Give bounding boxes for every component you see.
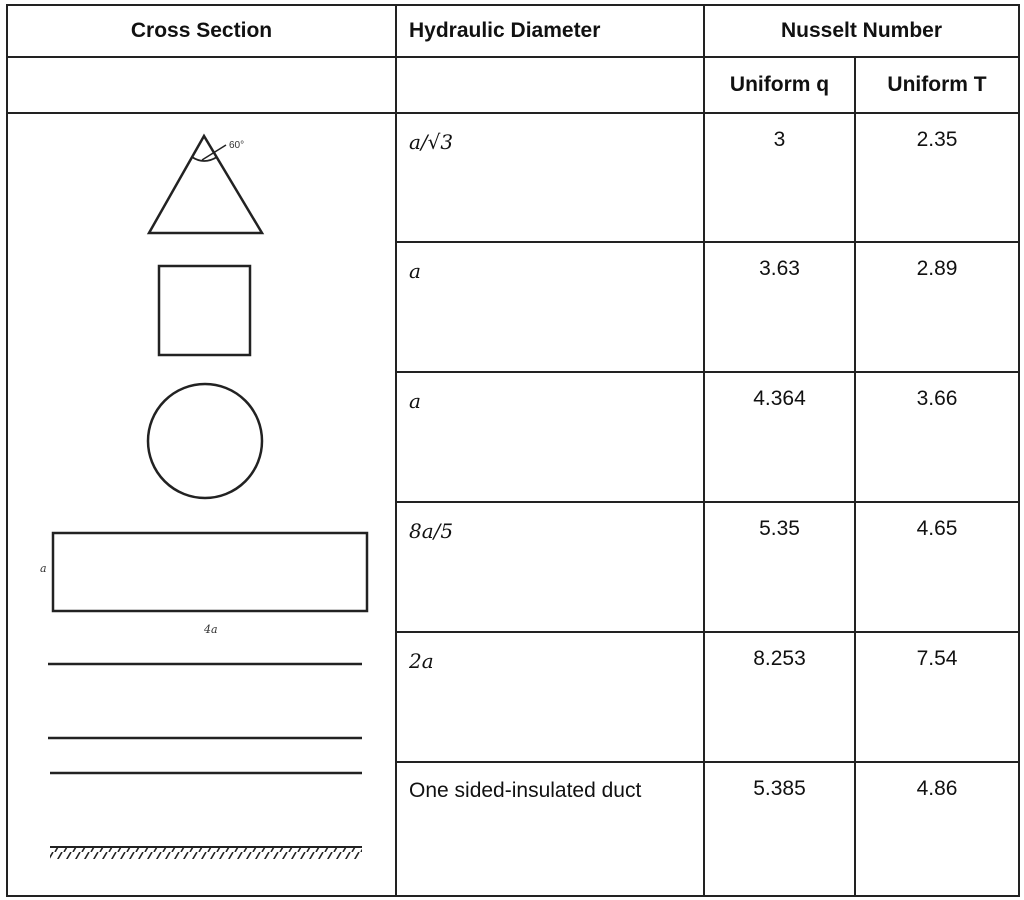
hydraulic-diameter-value: 8a/5 (409, 519, 454, 543)
hydraulic-diameter-value: a/√3 (409, 130, 454, 154)
header-uniform-t: Uniform T (887, 73, 987, 96)
hydraulic-diameter-value: 2a (409, 649, 434, 673)
nusselt-uniform-q-value: 5.385 (753, 777, 806, 800)
nusselt-uniform-t-value: 7.54 (916, 647, 958, 670)
parallel-plates-icon (48, 664, 362, 738)
nusselt-uniform-q-value: 4.364 (753, 387, 806, 410)
nusselt-uniform-t-value: 3.66 (916, 387, 958, 410)
triangle-icon (149, 136, 262, 233)
hydraulic-diameter-value: One sided-insulated duct (409, 779, 642, 802)
header-nusselt-number: Nusselt Number (780, 19, 943, 42)
rectangle-icon (53, 533, 367, 611)
header-hydraulic-diameter: Hydraulic Diameter (409, 19, 601, 42)
nusselt-uniform-q-value: 3.63 (759, 257, 800, 280)
header-cross-section: Cross Section (130, 19, 273, 42)
nusselt-uniform-q-value: 3 (773, 128, 786, 151)
shapes-column (0, 0, 395, 900)
angle-label: 60° (229, 140, 245, 151)
hydraulic-diameter-value: a (409, 259, 421, 283)
circle-icon (148, 384, 262, 498)
nusselt-uniform-q-value: 5.35 (759, 517, 800, 540)
nusselt-uniform-t-value: 4.65 (916, 517, 958, 540)
hydraulic-diameter-value: a (409, 389, 421, 413)
nusselt-uniform-t-value: 2.89 (916, 257, 958, 280)
nusselt-uniform-t-value: 2.35 (916, 128, 958, 151)
nusselt-uniform-t-value: 4.86 (916, 777, 958, 800)
insulation-hatch-icon (50, 847, 362, 859)
insulated-plates-icon (50, 773, 362, 847)
header-uniform-q: Uniform q (729, 73, 830, 96)
rect-side-label: a (40, 562, 47, 575)
nusselt-uniform-q-value: 8.253 (753, 647, 806, 670)
rect-bottom-label: 4a (204, 623, 218, 636)
square-icon (159, 266, 250, 355)
